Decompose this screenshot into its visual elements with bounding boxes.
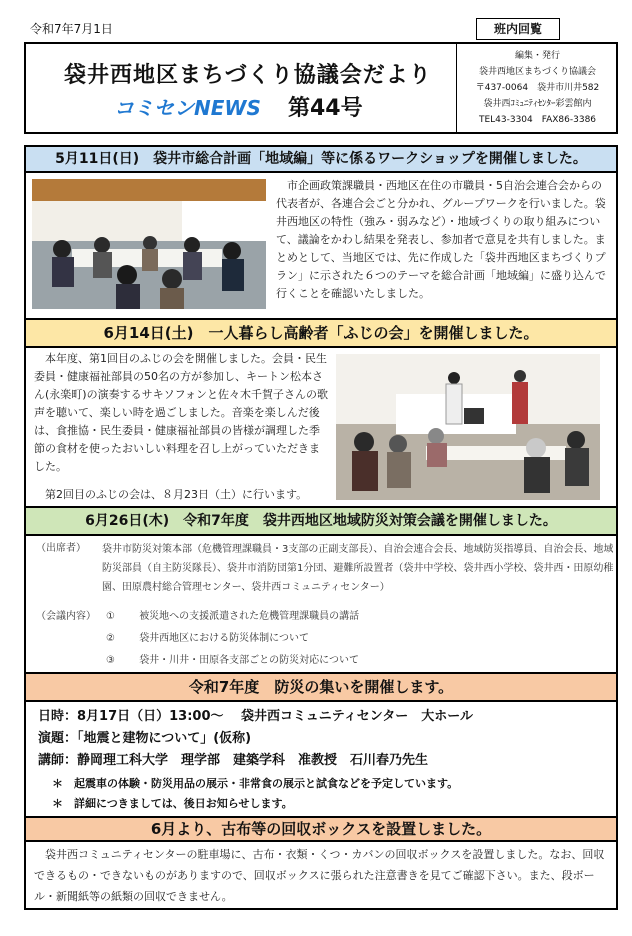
circulate-badge: 班内回覧 — [476, 18, 560, 40]
publisher-label: 編集・発行 — [514, 51, 560, 61]
attendees-list: 袋井市防災対策本部（危機管理課職員・3支部の正副支部長）、自治会連合会長、地域防災指導員、自治会長、地域防災部員（自主防災隊長）、袋井市消防団第1分団、避難所設置者（袋井中学校、袋井西小学校、袋井西・田原幼稚園、田原農村総合管理センター、袋井西コミュニティセンター） — [102, 544, 614, 593]
section2-next: 第2回目のふじの会は、８月23日（土）に行います。 — [45, 488, 308, 501]
section3-body — [24, 536, 618, 672]
event-notes — [52, 774, 612, 814]
event-note: ＊ 起震車の体験・防災用品の展示・非常食の展示と試食などを予定しています。 — [52, 777, 459, 790]
newsletter-title: 袋井西地区まちづくり協議会だより — [64, 63, 432, 88]
publisher-org: 袋井西地区まちづくり協議会 — [479, 67, 596, 77]
attendees-label: （出席者） — [36, 543, 86, 554]
issue-number: 第44号 — [288, 96, 363, 121]
workshop-photo — [32, 179, 266, 309]
issue-date: 令和7年7月1日 — [30, 22, 113, 36]
event-speaker: 講師：静岡理工科大学 理学部 建築学科 准教授 石川春乃先生 — [38, 753, 429, 768]
agenda-label: （会議内容） — [36, 611, 96, 622]
agenda-item: ③ 袋井・川井・田原各支部ごとの防災対応について — [106, 655, 359, 666]
section2-text: 本年度、第1回目のふじの会を開催しました。会員・民生委員・健康福祉部員の50名の方が参加し、キートン松本さん(永楽町)の演奏するサキソフォンと佐々木千賀子さんの歌声を聴いて、楽しい時を過ごしました。音楽を楽しんだ後は、食推協・民生委員・健康福祉部員の皆様が調理した季節の食材を使ったおいしい料理を召し上がっていただきました。 — [34, 352, 329, 473]
event-topic: 演題：「地震と建物について」(仮称) — [38, 731, 252, 746]
publisher-tel: TEL43-3304 FAX86-3386 — [478, 115, 597, 125]
section5-headline: 6月より、古布等の回収ボックスを設置しました。 — [24, 816, 618, 842]
section2-headline: 6月14日(土) 一人暮らし高齢者「ふじの会」を開催しました。 — [24, 318, 618, 348]
publisher-office: 袋井西ｺﾐｭﾆﾃｨｾﾝﾀｰ彩雲館内 — [483, 99, 592, 109]
masthead — [24, 42, 618, 134]
publisher-address: 〒437-0064 袋井市川井582 — [475, 83, 600, 93]
newsletter-subtitle: コミセンNEWS — [114, 96, 261, 120]
section1-headline: 5月11日(日) 袋井市総合計画「地域編」等に係るワークショップを開催しました。 — [24, 145, 618, 173]
section5-body — [24, 842, 618, 910]
section1-body — [24, 173, 618, 318]
section2-body — [24, 348, 618, 506]
section5-text: 袋井西コミュニティセンターの駐車場に、古布・衣類・くつ・カバンの回収ボックスを設置しました。なお、回収できるもの・できないものがありますので、回収ボックスに張られた注意書きを見てご確認下さい。また、段ボール・新聞紙等の紙類の回収できません。 — [34, 848, 605, 903]
event-datetime: 日時：8月17日（日）13:00～ 袋井西コミュニティセンター 大ホール — [38, 709, 473, 724]
publisher-info — [456, 44, 618, 132]
event-details — [38, 706, 608, 772]
agenda-item: ② 袋井西地区における防災体制について — [106, 633, 309, 644]
agenda-list — [106, 608, 586, 674]
event-note: ＊ 詳細につきましては、後日お知らせします。 — [52, 797, 293, 810]
agenda-item: ① 被災地への支援派遣された危機管理課職員の講話 — [106, 611, 360, 622]
section3-headline: 6月26日(木) 令和7年度 袋井西地区地域防災対策会議を開催しました。 — [24, 506, 618, 536]
section1-text: 市企画政策課職員・西地区在住の市職員・5自治会連合会からの代表者が、各連合会ごと分かれ、グループワークを行いました。袋井西地区の特性（強み・弱みなど）・地域づくりの取り組みについて、議論をかわし結果を発表し、参加者で意見を共有しました。まとめとして、当地区では、先に作成した「袋井西地区まちづくりプラン」に示された６つのテーマを総合計画「地域編」に盛り込んで行くことを確認いたしました。 — [276, 179, 606, 300]
concert-photo — [336, 354, 600, 500]
section4-headline: 令和7年度 防災の集いを開催します。 — [24, 672, 618, 702]
section4-body — [24, 702, 618, 816]
